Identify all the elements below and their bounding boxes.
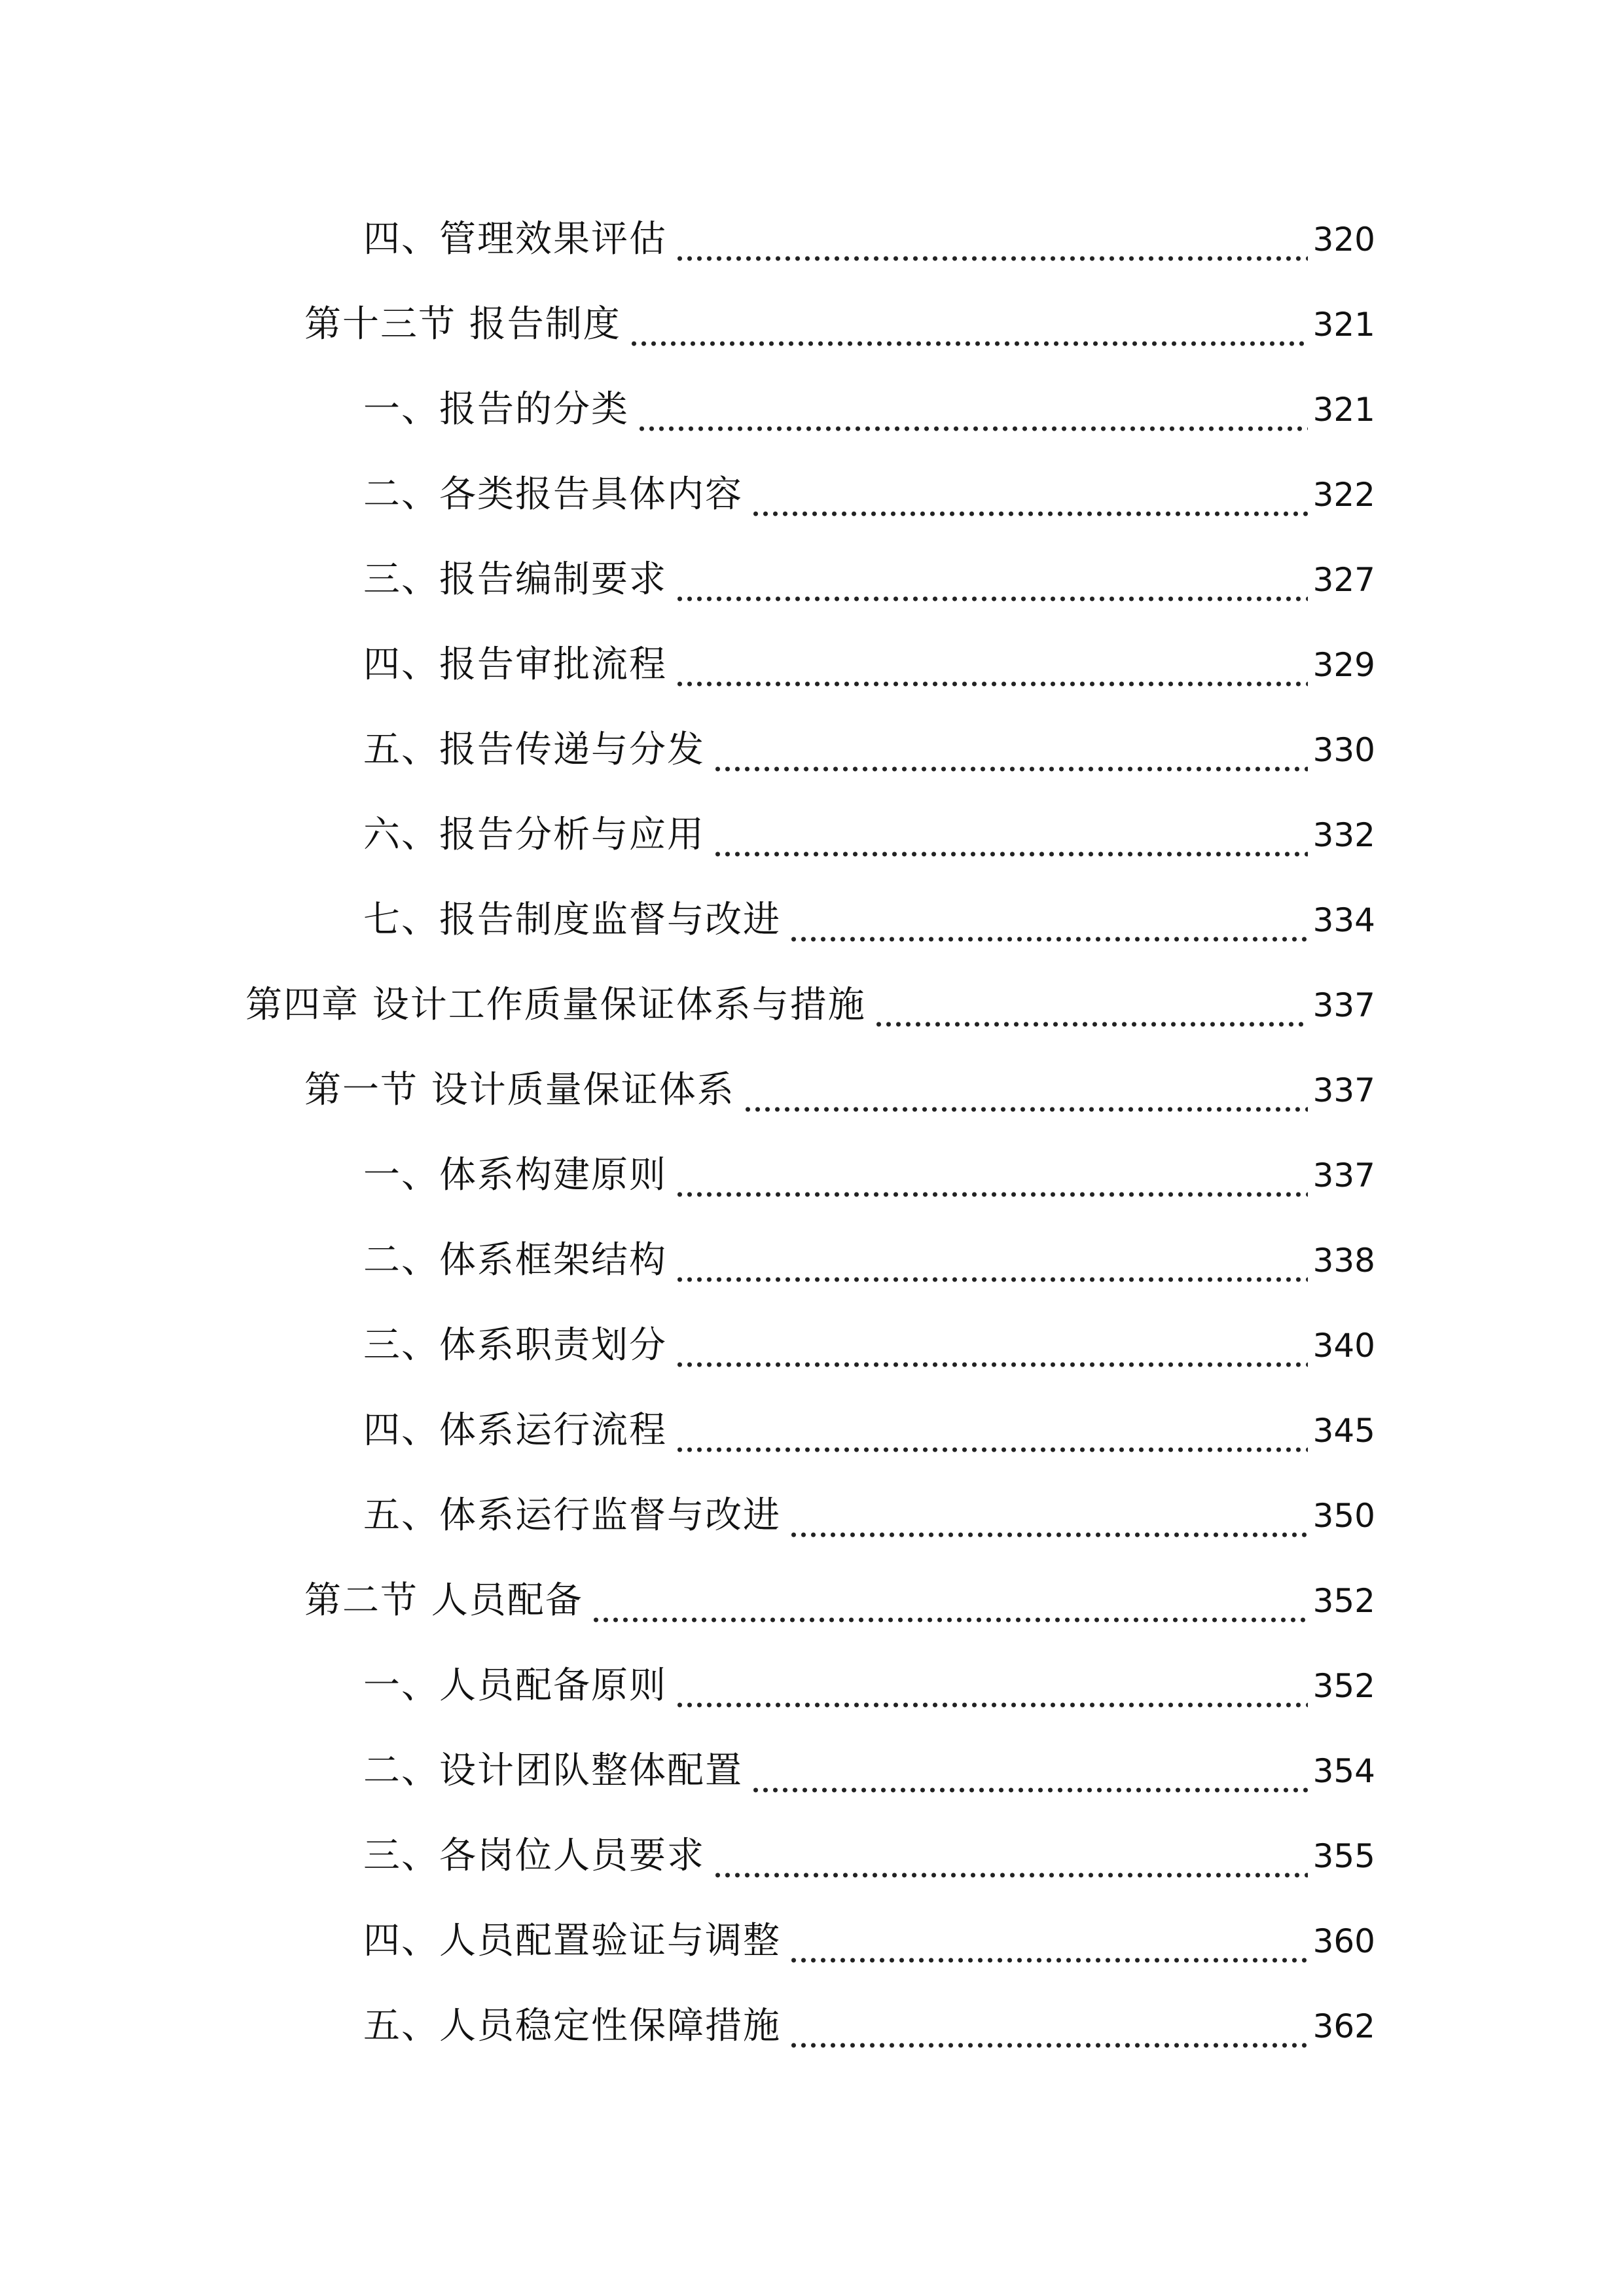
toc-page-number: 321 <box>1312 391 1375 429</box>
toc-entry-title: 三、报告编制要求 <box>363 558 667 601</box>
toc-page-number: 327 <box>1312 561 1375 599</box>
toc-dot-leader <box>675 1398 1308 1463</box>
toc-page-number: 320 <box>1312 221 1375 259</box>
toc-entry-title: 第二节 人员配备 <box>304 1579 583 1622</box>
toc-page-number: 355 <box>1312 1837 1375 1875</box>
toc-entry-title: 三、各岗位人员要求 <box>363 1835 705 1877</box>
toc-entry[interactable] <box>245 973 1375 1038</box>
toc-entry[interactable] <box>363 1738 1375 1804</box>
toc-dot-leader <box>629 292 1308 357</box>
toc-entry[interactable] <box>363 1823 1375 1889</box>
toc-entry[interactable] <box>363 1483 1375 1549</box>
toc-page-number: 352 <box>1312 1582 1375 1620</box>
toc-page-number: 329 <box>1312 646 1375 684</box>
toc-dot-leader <box>751 1738 1308 1804</box>
toc-dot-leader <box>675 1653 1308 1719</box>
toc-entry-title: 五、体系运行监督与改进 <box>363 1494 781 1537</box>
toc-dot-leader <box>675 207 1308 272</box>
toc-entry-title: 二、各类报告具体内容 <box>363 473 743 516</box>
toc-entry[interactable] <box>363 462 1375 528</box>
toc-entry[interactable] <box>304 1058 1375 1123</box>
toc-dot-leader <box>713 802 1308 868</box>
toc-entry-title: 四、报告审批流程 <box>363 643 667 686</box>
toc-entry[interactable] <box>363 717 1375 783</box>
toc-page-number: 362 <box>1312 2007 1375 2045</box>
toc-entry[interactable] <box>363 207 1375 272</box>
toc-page-number: 337 <box>1312 1071 1375 1109</box>
toc-dot-leader <box>751 462 1308 528</box>
toc-entry[interactable] <box>363 1909 1375 1974</box>
toc-entry[interactable] <box>363 802 1375 868</box>
toc-page-number: 352 <box>1312 1667 1375 1705</box>
toc-page-number: 321 <box>1312 306 1375 344</box>
toc-dot-leader <box>675 1143 1308 1208</box>
toc-entry[interactable] <box>304 1568 1375 1634</box>
toc-dot-leader <box>713 717 1308 783</box>
toc-dot-leader <box>675 1313 1308 1378</box>
toc-page-number: 338 <box>1312 1242 1375 1280</box>
toc-page-number: 332 <box>1312 816 1375 854</box>
toc-entry[interactable] <box>363 1313 1375 1378</box>
toc-dot-leader <box>789 1909 1308 1974</box>
toc-entry-title: 五、报告传递与分发 <box>363 728 705 771</box>
toc-entry[interactable] <box>363 1994 1375 2059</box>
toc-dot-leader <box>789 1994 1308 2059</box>
toc-dot-leader <box>591 1568 1308 1634</box>
toc-entry-title: 二、设计团队整体配置 <box>363 1749 743 1792</box>
toc-page-number: 337 <box>1312 1157 1375 1194</box>
toc-entry-title: 五、人员稳定性保障措施 <box>363 2005 781 2047</box>
toc-entry[interactable] <box>363 1143 1375 1208</box>
toc-page-number: 330 <box>1312 731 1375 769</box>
toc-page-number: 345 <box>1312 1412 1375 1450</box>
toc-entry[interactable] <box>363 1228 1375 1293</box>
toc-entry[interactable] <box>363 888 1375 953</box>
toc-entry-title: 四、体系运行流程 <box>363 1409 667 1452</box>
toc-entry[interactable] <box>304 292 1375 357</box>
toc-dot-leader <box>789 1483 1308 1549</box>
toc-entry-title: 第四章 设计工作质量保证体系与措施 <box>245 984 866 1026</box>
toc-dot-leader <box>675 632 1308 698</box>
toc-dot-leader <box>675 1228 1308 1293</box>
toc-dot-leader <box>637 377 1308 442</box>
toc-entry-title: 三、体系职责划分 <box>363 1324 667 1367</box>
toc-page-number: 322 <box>1312 476 1375 514</box>
toc-page-number: 340 <box>1312 1327 1375 1365</box>
toc-dot-leader <box>675 547 1308 613</box>
toc-entry-title: 七、报告制度监督与改进 <box>363 899 781 941</box>
toc-entry-title: 四、人员配置验证与调整 <box>363 1920 781 1962</box>
toc-page-number: 350 <box>1312 1497 1375 1535</box>
toc-entry[interactable] <box>363 377 1375 442</box>
toc-dot-leader <box>789 888 1308 953</box>
toc-dot-leader <box>874 973 1308 1038</box>
toc-entry-title: 一、人员配备原则 <box>363 1664 667 1707</box>
toc-dot-leader <box>713 1823 1308 1889</box>
toc-entry-title: 一、报告的分类 <box>363 388 629 431</box>
toc-page-number: 360 <box>1312 1922 1375 1960</box>
toc-page-number: 337 <box>1312 986 1375 1024</box>
toc-page-number: 354 <box>1312 1752 1375 1790</box>
toc-entry[interactable] <box>363 1653 1375 1719</box>
toc-entry-title: 第十三节 报告制度 <box>304 303 621 346</box>
toc-dot-leader <box>743 1058 1308 1123</box>
toc-entry-title: 第一节 设计质量保证体系 <box>304 1069 735 1111</box>
toc-entry-title: 四、管理效果评估 <box>363 218 667 260</box>
toc-entry[interactable] <box>363 1398 1375 1463</box>
toc-entry-title: 六、报告分析与应用 <box>363 814 705 856</box>
toc-entry[interactable] <box>363 632 1375 698</box>
toc-entry-title: 一、体系构建原则 <box>363 1154 667 1196</box>
toc-page-number: 334 <box>1312 901 1375 939</box>
toc-entry[interactable] <box>363 547 1375 613</box>
toc-entry-title: 二、体系框架结构 <box>363 1239 667 1282</box>
